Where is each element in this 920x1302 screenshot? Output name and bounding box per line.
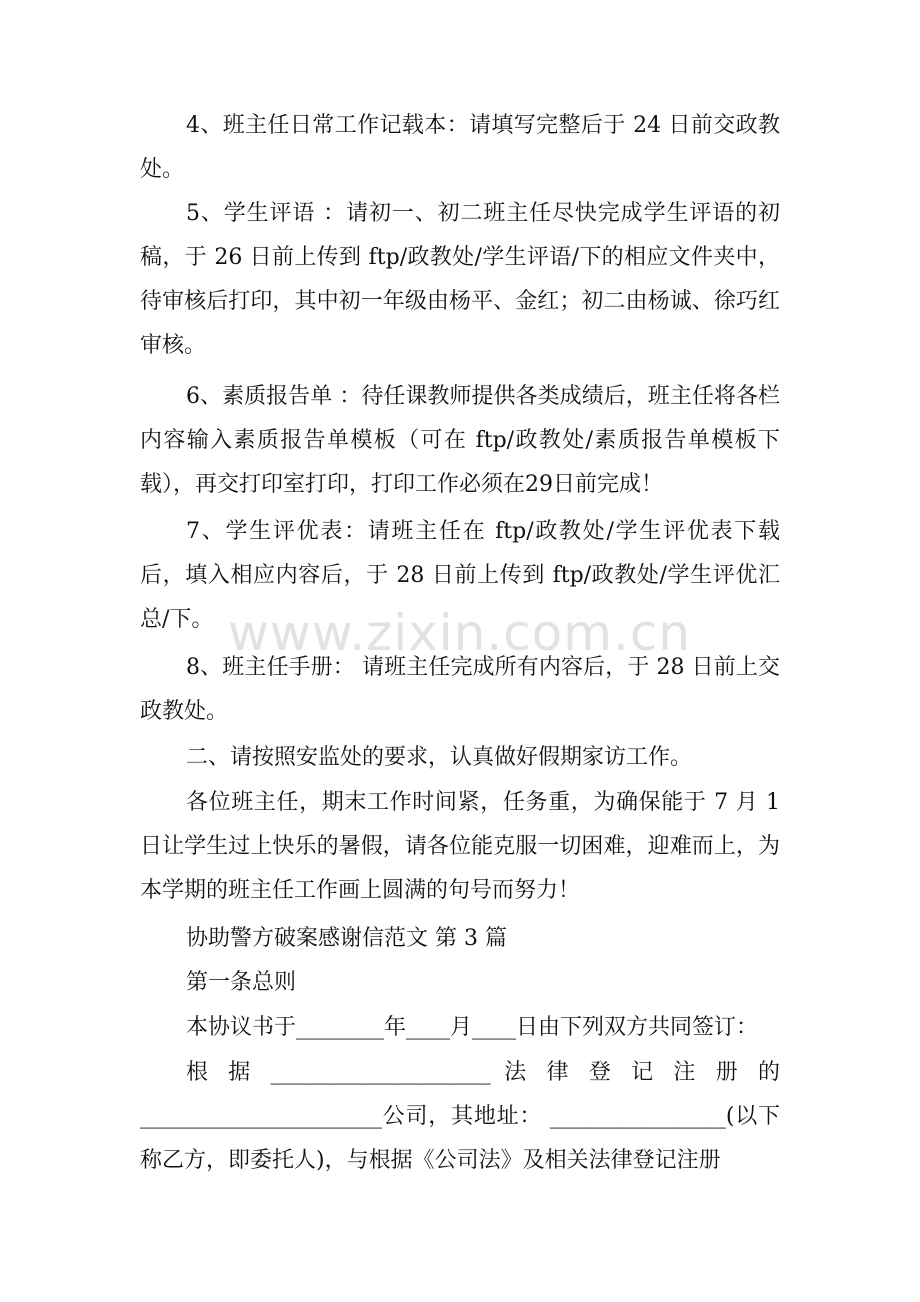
paragraph-item-8: 8、班主任手册： 请班主任完成所有内容后，于 28 日前上交政教处。 — [140, 655, 780, 724]
watermark: www.zixin.com.cn — [228, 604, 692, 662]
paragraph-section-two: 二、请按照安监处的要求，认真做好假期家访工作。 — [186, 745, 693, 770]
paragraph-item-4: 4、班主任日常工作记载本：请填写完整后于 24 日前交政教处。 — [140, 113, 780, 182]
article-heading: 协助警方破案感谢信范文 第 3 篇 — [186, 926, 507, 951]
paragraph-item-6: 6、素质报告单 ：待任课教师提供各类成绩后，班主任将各栏内容输入素质报告单模板（可在 ftp/政教处/素质报告单模板下载），再交打印室打印，打印工作必须在29日前完成！ — [140, 384, 780, 497]
paragraph-item-7: 7、学生评优表：请班主任在 ftp/政教处/学生评优表下载后，填入相应内容后，于 28 日前上传到 ftp/政教处/学生评优汇总/下。 — [140, 519, 780, 632]
paragraph-item-5: 5、学生评语 ：请初一、初二班主任尽快完成学生评语的初稿，于 26 日前上传到 ftp/政教处/学生评语/下的相应文件夹中，待审核后打印，其中初一年级由杨平、金红；初二由杨诚、徐巧红审核。 — [140, 201, 780, 358]
section-title: 第一条总则 — [186, 970, 297, 995]
agreement-date-line: 本协议书于________年____月____日由下列双方共同签订： — [186, 1015, 759, 1040]
paragraph-closing: 各位班主任，期末工作时间紧，任务重，为确保能于 7 月 1 日让学生过上快乐的暑假，请各位能克服一切困难，迎难而上，为本学期的班主任工作画上圆满的句号而努力！ — [140, 790, 787, 903]
agreement-party-paragraph: 根 据 ____________________ 法 律 登 记 注 册 的______________________公司，其地址： ________________(以下称乙方，即委托人)，与根据《公司法》及相关法律登记注册 — [140, 1060, 780, 1173]
